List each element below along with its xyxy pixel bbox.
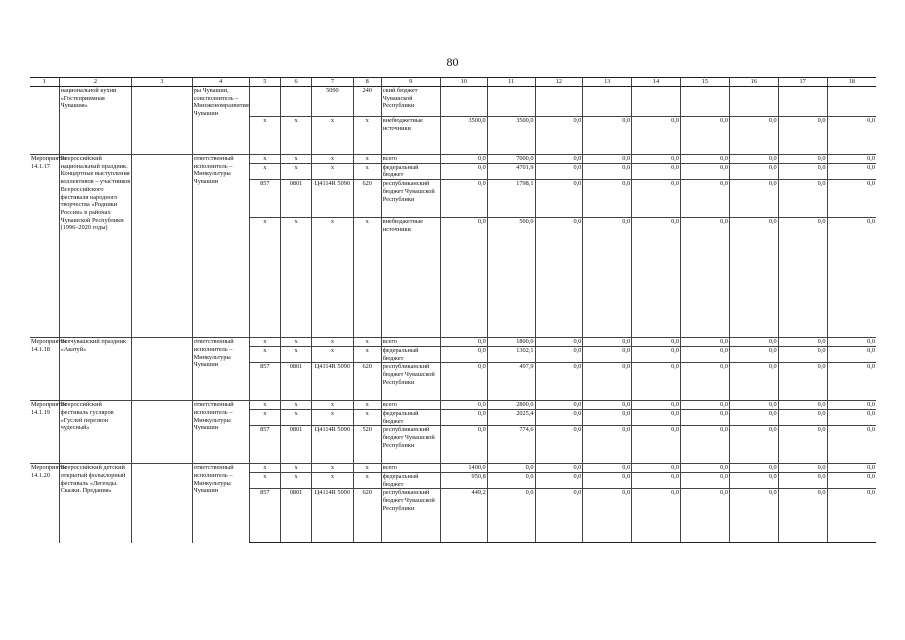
amount-value [681,87,730,117]
target-article-code: х [312,338,354,347]
target-article-code: х [312,473,354,489]
grbs-code: х [249,473,280,489]
amount-value: 0,0 [535,163,583,179]
amount-value: 0,0 [827,489,876,543]
target-article-code: Ц4114R 5090 [312,180,354,218]
amount-value: 0,0 [729,346,778,362]
amount-value: 0,0 [632,426,681,464]
amount-value: 0,0 [535,155,583,164]
amount-value: 0,0 [827,117,876,155]
section-code: 0801 [280,489,311,543]
amount-value: 0,0 [440,346,487,362]
column-number: 11 [487,78,535,87]
amount-value: 0,0 [535,218,583,338]
amount-value: 0,0 [729,489,778,543]
funding-source: всего [381,464,440,473]
expense-type-code: 620 [353,489,381,543]
expense-type-code: х [353,117,381,155]
column-number: 1 [30,78,59,87]
amount-value: 0,0 [487,464,535,473]
amount-value: 0,0 [583,163,632,179]
amount-value: 0,0 [729,473,778,489]
amount-value: 0,0 [778,155,827,164]
amount-value: 0,0 [535,409,583,425]
amount-value: 0,0 [827,218,876,338]
amount-value: 0,0 [632,163,681,179]
target-article-code: х [312,163,354,179]
grbs-code: х [249,117,280,155]
amount-value: 0,0 [535,426,583,464]
section-code: 0801 [280,180,311,218]
amount-value: 0,0 [440,163,487,179]
amount-value: 0,0 [778,401,827,410]
responsible-executor: ответственный исполнитель – Минкультуры Чувашии [192,338,249,401]
amount-value: 1798,1 [487,180,535,218]
amount-value [583,87,632,117]
amount-value: 0,0 [778,218,827,338]
table-row [30,401,876,410]
amount-value: 0,0 [681,163,730,179]
amount-value [729,87,778,117]
amount-value [487,87,535,117]
amount-value: 0,0 [583,338,632,347]
amount-value: 0,0 [827,473,876,489]
amount-value: 0,0 [535,346,583,362]
amount-value: 0,0 [632,489,681,543]
amount-value: 449,2 [440,489,487,543]
section-code [280,87,311,117]
column-number: 15 [681,78,730,87]
target-article-code: Ц4114R 5090 [312,426,354,464]
amount-value: 0,0 [778,363,827,401]
target-article-code: х [312,218,354,338]
amount-value: 0,0 [827,346,876,362]
funding-source: федеральный бюджет [381,409,440,425]
measure-name: Всероссийский национальный праздник. Концертные выступления коллективов – участников Всероссийского фестиваля народного творчества «Родники России» в районах Чувашской Республики (1996–2020 годы) [59,155,132,338]
column-number: 10 [440,78,487,87]
amount-value [827,87,876,117]
amount-value: 0,0 [632,473,681,489]
amount-value: 0,0 [681,155,730,164]
column-number: 13 [583,78,632,87]
amount-value: 0,0 [681,401,730,410]
amount-value: 1800,0 [487,338,535,347]
amount-value: 0,0 [535,464,583,473]
amount-value: 1400,0 [440,464,487,473]
expense-type-code: 620 [353,180,381,218]
amount-value: 0,0 [632,218,681,338]
target-article-code: х [312,346,354,362]
amount-value: 0,0 [729,409,778,425]
amount-value: 0,0 [778,464,827,473]
column-number: 8 [353,78,381,87]
amount-value: 0,0 [440,218,487,338]
section-code: х [280,346,311,362]
amount-value: 0,0 [827,409,876,425]
section-code: х [280,338,311,347]
amount-value [535,87,583,117]
amount-value: 0,0 [632,401,681,410]
column-number: 2 [59,78,132,87]
responsible-executor: ры Чувашии, соисполнитель – Минэкономразвития Чувашии [192,87,249,155]
amount-value: 500,0 [487,218,535,338]
amount-value: 0,0 [681,409,730,425]
table-row [30,155,876,164]
amount-value: 0,0 [778,338,827,347]
amount-value: 0,0 [681,426,730,464]
expense-type-code: х [353,218,381,338]
amount-value [778,87,827,117]
funding-source: всего [381,338,440,347]
amount-value: 0,0 [440,180,487,218]
amount-value: 0,0 [681,117,730,155]
amount-value: 0,0 [535,489,583,543]
amount-value: 0,0 [729,464,778,473]
budget-table [30,77,876,543]
amount-value: 0,0 [583,489,632,543]
amount-value: 0,0 [583,346,632,362]
amount-value: 0,0 [827,180,876,218]
amount-value [632,87,681,117]
amount-value: 0,0 [778,409,827,425]
target-article-code: Ц4114R 5090 [312,489,354,543]
amount-value: 0,0 [778,489,827,543]
amount-value: 3500,0 [440,117,487,155]
responsible-executor: ответственный исполнитель – Минкультуры Чувашии [192,155,249,338]
amount-value: 1302,1 [487,346,535,362]
amount-value: 0,0 [827,338,876,347]
grbs-code: х [249,346,280,362]
amount-value: 0,0 [440,426,487,464]
measure-id: Мероприятие 14.1.17 [30,155,59,338]
grbs-code: х [249,409,280,425]
expense-type-code: х [353,473,381,489]
amount-value: 0,0 [440,338,487,347]
amount-value: 774,6 [487,426,535,464]
amount-value: 0,0 [778,117,827,155]
funding-source: республиканский бюджет Чувашской Республики [381,363,440,401]
amount-value: 7000,0 [487,155,535,164]
amount-value: 0,0 [729,180,778,218]
amount-value: 0,0 [681,346,730,362]
funding-source: ский бюджет Чувашской Республики [381,87,440,117]
amount-value: 0,0 [681,180,730,218]
column-number: 4 [192,78,249,87]
funding-source: республиканский бюджет Чувашской Республики [381,180,440,218]
amount-value: 0,0 [535,180,583,218]
responsible-executor: ответственный исполнитель – Минкультуры Чувашии [192,401,249,464]
amount-value: 0,0 [487,489,535,543]
measure-name: Всероссийский детский открытый фольклорный фестиваль «Легенды. Сказки. Предания» [59,464,132,543]
amount-value: 0,0 [583,117,632,155]
grbs-code: 857 [249,489,280,543]
amount-value: 950,8 [440,473,487,489]
grbs-code: х [249,401,280,410]
target-article-code: х [312,464,354,473]
amount-value: 0,0 [729,363,778,401]
empty-cell [132,464,192,543]
amount-value: 0,0 [535,117,583,155]
amount-value: 0,0 [778,473,827,489]
amount-value: 0,0 [583,409,632,425]
amount-value: 0,0 [440,401,487,410]
section-code: х [280,117,311,155]
column-number: 12 [535,78,583,87]
amount-value: 0,0 [632,180,681,218]
amount-value: 0,0 [778,180,827,218]
grbs-code: х [249,338,280,347]
target-article-code: х [312,117,354,155]
grbs-code: х [249,163,280,179]
table-row [30,338,876,347]
expense-type-code: 520 [353,426,381,464]
amount-value: 0,0 [827,464,876,473]
expense-type-code: 240 [353,87,381,117]
amount-value: 2025,4 [487,409,535,425]
column-number-row [30,78,876,87]
section-code: 0801 [280,426,311,464]
amount-value: 0,0 [583,180,632,218]
amount-value: 0,0 [535,401,583,410]
amount-value: 0,0 [729,426,778,464]
amount-value: 0,0 [729,117,778,155]
amount-value: 497,9 [487,363,535,401]
expense-type-code: х [353,163,381,179]
amount-value: 0,0 [632,409,681,425]
funding-source: внебюджетные источники [381,117,440,155]
grbs-code: 857 [249,180,280,218]
responsible-executor: ответственный исполнитель – Минкультуры Чувашии [192,464,249,543]
amount-value: 0,0 [827,163,876,179]
amount-value: 0,0 [583,426,632,464]
amount-value: 0,0 [827,363,876,401]
section-code: х [280,464,311,473]
target-article-code: Ц4114R 5090 [312,363,354,401]
section-code: х [280,155,311,164]
funding-source: всего [381,401,440,410]
amount-value: 0,0 [440,363,487,401]
measure-id [30,87,59,155]
amount-value: 0,0 [778,163,827,179]
section-code: 0801 [280,363,311,401]
amount-value: 0,0 [632,464,681,473]
column-number: 16 [729,78,778,87]
expense-type-code: х [353,409,381,425]
amount-value: 0,0 [632,117,681,155]
amount-value: 0,0 [583,473,632,489]
section-code: х [280,218,311,338]
amount-value: 0,0 [632,363,681,401]
amount-value [440,87,487,117]
section-code: х [280,163,311,179]
amount-value: 0,0 [729,155,778,164]
column-number: 14 [632,78,681,87]
amount-value: 0,0 [681,473,730,489]
expense-type-code: х [353,401,381,410]
amount-value: 0,0 [535,473,583,489]
target-article-code: х [312,401,354,410]
amount-value: 0,0 [681,363,730,401]
funding-source: федеральный бюджет [381,346,440,362]
funding-source: федеральный бюджет [381,163,440,179]
amount-value: 0,0 [778,426,827,464]
amount-value: 0,0 [440,155,487,164]
amount-value: 0,0 [827,426,876,464]
amount-value: 0,0 [583,363,632,401]
amount-value: 0,0 [583,155,632,164]
amount-value: 4701,9 [487,163,535,179]
amount-value: 0,0 [827,401,876,410]
measure-id: Мероприятие 14.1.20 [30,464,59,543]
grbs-code: х [249,155,280,164]
grbs-code: х [249,464,280,473]
column-number: 6 [280,78,311,87]
amount-value: 0,0 [681,489,730,543]
funding-source: республиканский бюджет Чувашской Республики [381,426,440,464]
expense-type-code: х [353,338,381,347]
column-number: 3 [132,78,192,87]
target-article-code: х [312,155,354,164]
amount-value: 0,0 [440,409,487,425]
column-number: 7 [312,78,354,87]
section-code: х [280,401,311,410]
funding-source: внебюджетные источники [381,218,440,338]
amount-value: 0,0 [681,464,730,473]
table-row [30,464,876,473]
empty-cell [132,87,192,155]
measure-name: Всечувашский праздник «Акатуй» [59,338,132,401]
amount-value: 0,0 [729,401,778,410]
amount-value: 0,0 [632,155,681,164]
empty-cell [132,401,192,464]
empty-cell [132,338,192,401]
grbs-code: 857 [249,363,280,401]
funding-source: федеральный бюджет [381,473,440,489]
column-number: 9 [381,78,440,87]
measure-id: Мероприятие 14.1.19 [30,401,59,464]
section-code: х [280,409,311,425]
amount-value: 0,0 [583,218,632,338]
amount-value: 0,0 [487,473,535,489]
amount-value: 0,0 [583,401,632,410]
measure-name: Всероссийский фестиваль гусляров «Гуслей перезвон чудесный» [59,401,132,464]
grbs-code [249,87,280,117]
funding-source: республиканский бюджет Чувашской Республики [381,489,440,543]
amount-value: 0,0 [535,363,583,401]
empty-cell [132,155,192,338]
target-article-code: х [312,409,354,425]
amount-value: 0,0 [632,338,681,347]
funding-source: всего [381,155,440,164]
table-row [30,87,876,117]
expense-type-code: х [353,155,381,164]
amount-value: 0,0 [535,338,583,347]
grbs-code: х [249,218,280,338]
measure-id: Мероприятие 14.1.18 [30,338,59,401]
amount-value: 3500,0 [487,117,535,155]
amount-value: 0,0 [729,218,778,338]
expense-type-code: х [353,464,381,473]
amount-value: 0,0 [632,346,681,362]
amount-value: 0,0 [778,346,827,362]
column-number: 18 [827,78,876,87]
expense-type-code: х [353,346,381,362]
grbs-code: 857 [249,426,280,464]
amount-value: 0,0 [729,338,778,347]
amount-value: 0,0 [681,338,730,347]
amount-value: 0,0 [681,218,730,338]
column-number: 17 [778,78,827,87]
amount-value: 0,0 [729,163,778,179]
target-article-code: 5090 [312,87,354,117]
amount-value: 0,0 [827,155,876,164]
section-code: х [280,473,311,489]
page-number: 80 [446,55,459,69]
amount-value: 0,0 [583,464,632,473]
column-number: 5 [249,78,280,87]
amount-value: 2800,0 [487,401,535,410]
expense-type-code: 620 [353,363,381,401]
measure-name: национальной кухни «Гостеприимная Чувашия» [59,87,132,155]
